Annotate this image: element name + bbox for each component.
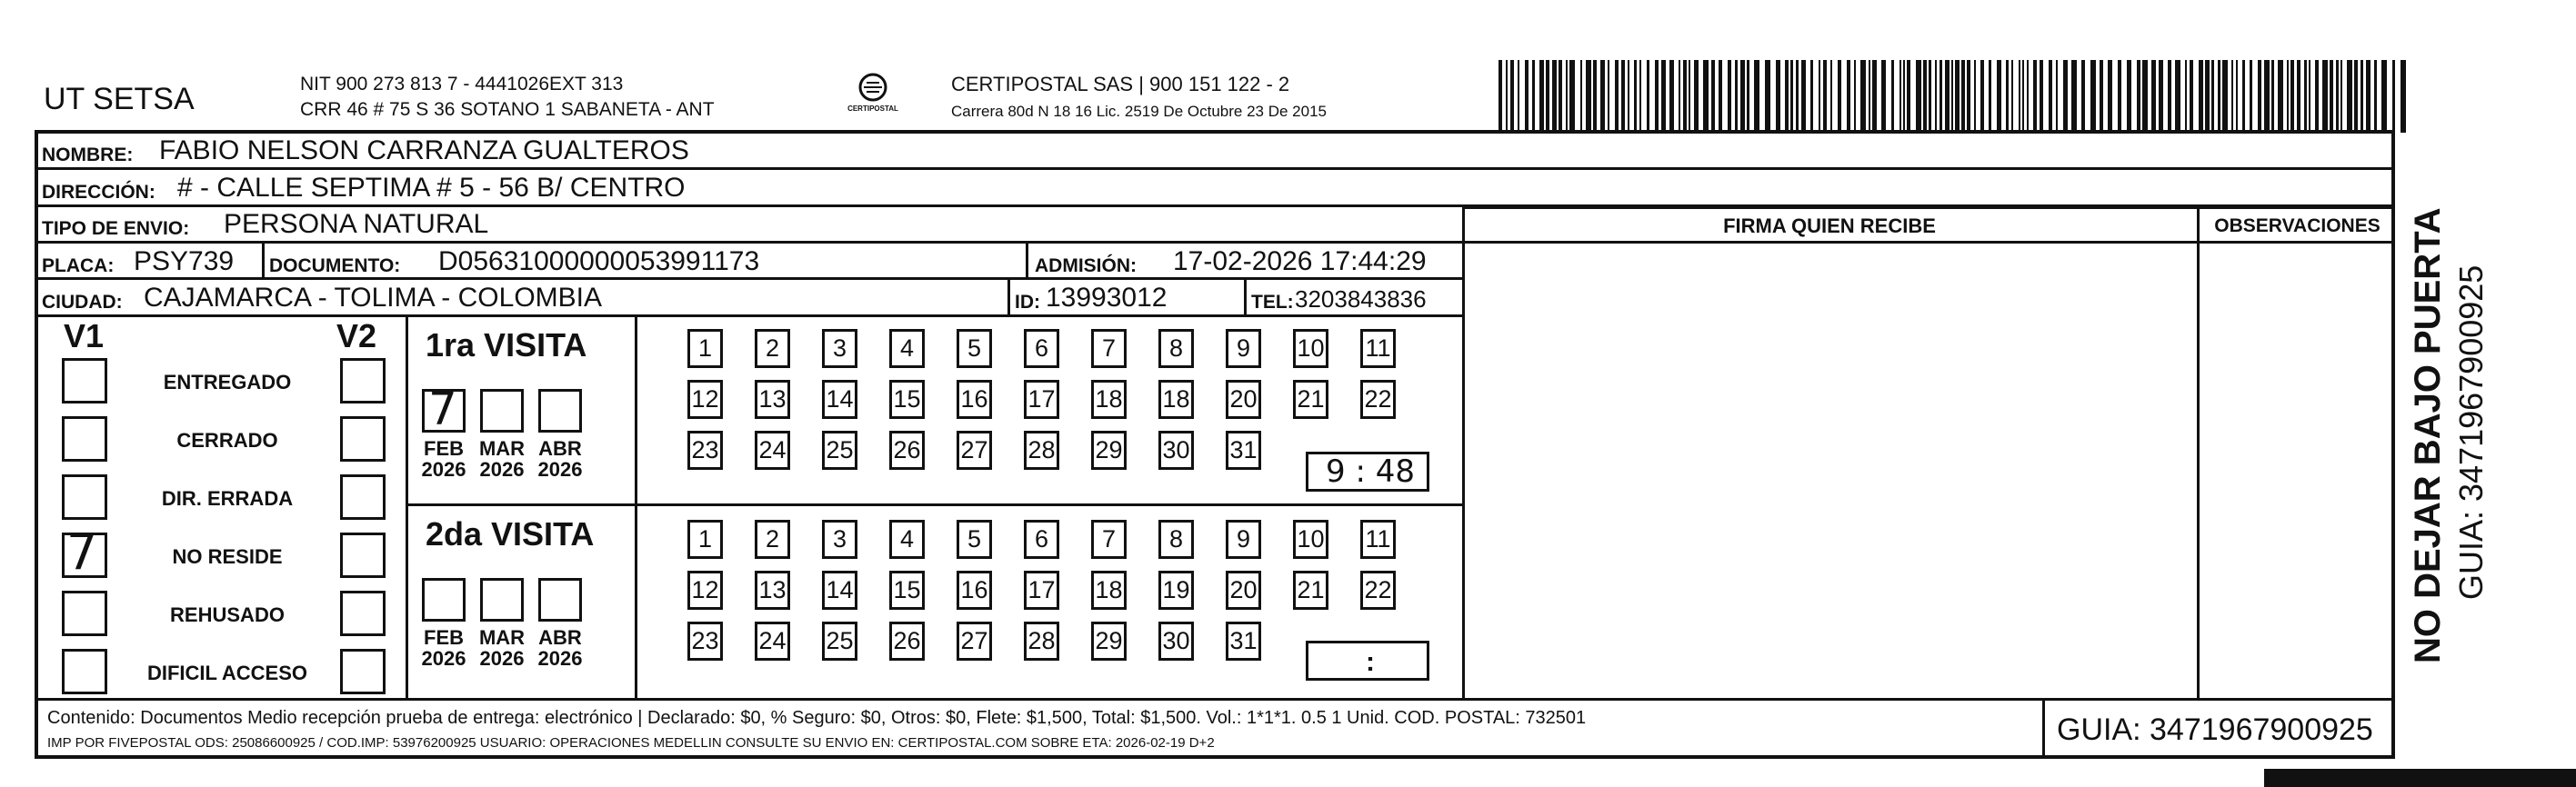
visit2-time-box[interactable] <box>1306 641 1429 681</box>
barcode-bar <box>1823 60 1827 133</box>
month-checkbox[interactable] <box>422 383 466 435</box>
v1-checkbox[interactable] <box>62 523 107 581</box>
barcode-bar <box>2033 60 2037 133</box>
day-box[interactable]: 10 <box>1293 520 1328 559</box>
day-box[interactable]: 4 <box>889 329 925 368</box>
barcode-bar <box>1518 60 1519 133</box>
barcode-bar <box>1628 60 1629 133</box>
barcode-bar <box>1552 60 1557 133</box>
barcode-bar <box>1923 60 1927 133</box>
firma-header: FIRMA QUIEN RECIBE <box>1723 214 1936 237</box>
nombre-value: FABIO NELSON CARRANZA GUALTEROS <box>159 135 689 165</box>
barcode-bar <box>2190 60 2193 133</box>
barcode-bar <box>1860 60 1866 133</box>
barcode-bar <box>1819 60 1820 133</box>
day-box[interactable]: 30 <box>1158 622 1194 661</box>
status-option-label: CERRADO <box>176 429 278 452</box>
barcode-bar <box>2374 60 2377 133</box>
barcode-bar <box>2231 60 2233 133</box>
day-box[interactable]: 23 <box>687 622 723 661</box>
barcode-bar <box>1916 60 1921 133</box>
v2-checkbox[interactable] <box>340 416 386 462</box>
barcode-bar <box>1790 60 1793 133</box>
barcode-bar <box>2360 60 2363 133</box>
barcode-bar <box>1869 60 1870 133</box>
barcode-bar <box>2090 60 2096 133</box>
barcode-bar <box>2297 60 2300 133</box>
direccion-value: # - CALLE SEPTIMA # 5 - 56 B/ CENTRO <box>177 173 686 203</box>
barcode-bar <box>1580 60 1582 133</box>
barcode-bar <box>1847 60 1850 133</box>
barcode-bar <box>2290 60 2294 133</box>
barcode-bar <box>1997 60 2001 133</box>
barcode-bar <box>1765 60 1770 133</box>
v1-header: V1 <box>64 317 105 354</box>
day-box[interactable]: 14 <box>822 571 857 610</box>
barcode-bar <box>2019 60 2020 133</box>
status-option-label: DIFICIL ACCESO <box>146 662 307 684</box>
carrier-name: CERTIPOSTAL SAS | 900 151 122 - 2 <box>951 73 1290 95</box>
barcode-bar <box>1735 60 1738 133</box>
barcode-bar <box>1967 60 1970 133</box>
barcode-bar <box>1955 60 1960 133</box>
barcode-bar <box>1838 60 1841 133</box>
tel-label: TEL: <box>1251 292 1294 313</box>
barcode-bar <box>1600 60 1605 133</box>
barcode-bar <box>2027 60 2029 133</box>
company-name: UT SETSA <box>44 82 195 116</box>
barcode-bar <box>1907 60 1910 133</box>
barcode-bar <box>1796 60 1799 133</box>
day-box[interactable]: 9 <box>1226 520 1261 559</box>
barcode-bar <box>1634 60 1637 133</box>
barcode-bar <box>1747 60 1749 133</box>
barcode-bar <box>2250 60 2252 133</box>
day-box[interactable]: 26 <box>889 431 925 470</box>
day-box[interactable]: 31 <box>1226 431 1261 470</box>
month-label: MAR 2026 <box>478 626 526 671</box>
barcode-bar <box>1830 60 1832 133</box>
barcode-bar <box>2056 60 2058 133</box>
v1-checkbox[interactable] <box>62 591 107 636</box>
month-checkbox[interactable] <box>422 578 466 622</box>
side-warning: NO DEJAR BAJO PUERTA <box>2408 207 2448 663</box>
barcode-bar <box>1891 60 1894 133</box>
barcode-bar <box>1703 60 1709 133</box>
v1-checkbox[interactable] <box>62 649 107 694</box>
visit1-title: 1ra VISITA <box>426 326 587 364</box>
barcode-bar <box>2199 60 2203 133</box>
tipo-envio-value: PERSONA NATURAL <box>224 209 489 239</box>
day-box[interactable]: 18 <box>1158 380 1194 419</box>
day-box[interactable]: 2 <box>755 520 790 559</box>
barcode-bar <box>1608 60 1609 133</box>
barcode-bar <box>1661 60 1666 133</box>
day-box[interactable]: 16 <box>957 380 992 419</box>
barcode-bar <box>2322 60 2328 133</box>
status-option-label: DIR. ERRADA <box>161 487 294 510</box>
barcode-bar <box>2142 60 2148 133</box>
barcode-bar <box>1951 60 1953 133</box>
barcode-bar <box>2151 60 2156 133</box>
barcode-bar <box>2137 60 2140 133</box>
barcode-bar <box>2168 60 2171 133</box>
v2-checkbox[interactable] <box>340 649 386 694</box>
day-box[interactable]: 17 <box>1024 380 1059 419</box>
v1-checkbox[interactable] <box>62 416 107 462</box>
day-box[interactable]: 4 <box>889 520 925 559</box>
barcode-bar <box>1655 60 1659 133</box>
documento-label: DOCUMENTO: <box>269 255 401 276</box>
day-box[interactable]: 25 <box>822 622 857 661</box>
day-box[interactable]: 12 <box>687 380 723 419</box>
barcode-bar <box>1940 60 1942 133</box>
barcode-bar <box>2278 60 2283 133</box>
barcode-bar <box>2185 60 2187 133</box>
placa-value: PSY739 <box>134 246 235 276</box>
day-box[interactable]: 2 <box>755 329 790 368</box>
barcode-bar <box>2108 60 2112 133</box>
barcode-bar <box>2006 60 2009 133</box>
barcode-bar <box>2040 60 2043 133</box>
barcode-bar <box>1566 60 1568 133</box>
barcode-bar <box>1711 60 1715 133</box>
nombre-label: NOMBRE: <box>42 144 134 165</box>
barcode-bar <box>2315 60 2319 133</box>
day-box[interactable]: 24 <box>755 431 790 470</box>
barcode-bar <box>2205 60 2210 133</box>
direccion-label: DIRECCIÓN: <box>42 182 155 203</box>
barcode-bar <box>2309 60 2310 133</box>
day-box[interactable]: 28 <box>1024 431 1059 470</box>
barcode-bar <box>2271 60 2274 133</box>
barcode-bar <box>2063 60 2068 133</box>
barcode-bar <box>1935 60 1937 133</box>
tel-value: 3203843836 <box>1295 285 1427 313</box>
barcode-bar <box>1525 60 1529 133</box>
barcode-bar <box>2022 60 2024 133</box>
day-box[interactable]: 6 <box>1024 329 1059 368</box>
barcode-bar <box>2071 60 2077 133</box>
barcode-bar <box>2330 60 2333 133</box>
day-box[interactable]: 20 <box>1226 571 1261 610</box>
footer-print-info: IMP POR FIVEPOSTAL ODS: 25086600925 / COD.IMP: 53976200925 USUARIO: OPERACIONES MEDELLIN CONSULTE SU ENVIO EN: CERTIPOSTAL.COM SOBRE ETA: 2026-02-19 D+2 <box>47 735 1215 751</box>
id-label: ID: <box>1015 292 1040 313</box>
v1-checkbox[interactable] <box>62 474 107 520</box>
barcode-bar <box>2127 60 2131 133</box>
barcode-bar <box>1506 60 1508 133</box>
barcode-bar <box>2347 60 2352 133</box>
barcode-bar <box>2401 60 2406 133</box>
day-box[interactable]: 13 <box>755 380 790 419</box>
day-box[interactable]: 3 <box>822 329 857 368</box>
day-box[interactable]: 23 <box>687 431 723 470</box>
barcode-bar <box>2242 60 2245 133</box>
day-box[interactable]: 27 <box>957 431 992 470</box>
carrier-license: Carrera 80d N 18 16 Lic. 2519 De Octubre 23 De 2015 <box>951 103 1327 120</box>
day-box[interactable]: 21 <box>1293 571 1328 610</box>
observaciones-header: OBSERVACIONES <box>2214 215 2381 236</box>
barcode-bar <box>2381 60 2387 133</box>
barcode-bar <box>1810 60 1813 133</box>
barcode-bar <box>1903 60 1905 133</box>
day-box[interactable]: 22 <box>1360 571 1396 610</box>
barcode-bar <box>2264 60 2270 133</box>
status-option-label: ENTREGADO <box>163 371 292 394</box>
barcode-bar <box>1974 60 1976 133</box>
day-box[interactable]: 30 <box>1158 431 1194 470</box>
barcode-bar <box>2011 60 2013 133</box>
month-label: ABR 2026 <box>537 437 583 482</box>
admision-value: 17-02-2026 17:44:29 <box>1173 246 1427 276</box>
barcode-bar <box>2100 60 2103 133</box>
barcode-bar <box>2366 60 2371 133</box>
barcode-bar <box>1683 60 1687 133</box>
day-box[interactable]: 8 <box>1158 520 1194 559</box>
barcode-bar <box>1539 60 1544 133</box>
day-box[interactable]: 11 <box>1360 520 1396 559</box>
certipostal-logo <box>837 71 909 116</box>
day-box[interactable]: 13 <box>755 571 790 610</box>
day-box[interactable]: 11 <box>1360 329 1396 368</box>
status-option-label: NO RESIDE <box>172 545 283 568</box>
footer-guia: GUIA: 3471967900925 <box>2057 712 2373 747</box>
barcode-bar <box>1899 60 1901 133</box>
day-box[interactable]: 28 <box>1024 622 1059 661</box>
day-box[interactable]: 9 <box>1226 329 1261 368</box>
barcode-bar <box>2118 60 2121 133</box>
barcode-bar <box>1669 60 1674 133</box>
day-box[interactable]: 29 <box>1091 431 1127 470</box>
company-address: CRR 46 # 75 S 36 SOTANO 1 SABANETA - ANT <box>300 99 715 120</box>
visit1-time-box[interactable] <box>1306 452 1429 492</box>
day-box[interactable]: 7 <box>1091 520 1127 559</box>
corner-mark <box>2264 769 2576 787</box>
visit1-time: 9 : 48 <box>1326 453 1415 490</box>
barcode-bar <box>1510 60 1514 133</box>
barcode-bar <box>2287 60 2289 133</box>
barcode-bar <box>1621 60 1625 133</box>
barcode-bar <box>1961 60 1965 133</box>
v2-checkbox[interactable] <box>340 358 386 403</box>
barcode-bar <box>1881 60 1886 133</box>
barcode-bar <box>2354 60 2358 133</box>
barcode-bar <box>2159 60 2163 133</box>
day-box[interactable]: 31 <box>1226 622 1261 661</box>
month-checkbox[interactable] <box>538 578 582 622</box>
barcode-bar <box>1776 60 1780 133</box>
barcode-bar <box>2081 60 2085 133</box>
month-check-mark: 7 <box>428 383 457 435</box>
barcode-bar <box>1872 60 1877 133</box>
barcode-bar <box>1945 60 1950 133</box>
day-box[interactable]: 19 <box>1158 571 1194 610</box>
month-checkbox[interactable] <box>538 389 582 433</box>
barcode-bar <box>2336 60 2339 133</box>
status-option-label: REHUSADO <box>170 603 285 626</box>
day-box[interactable]: 15 <box>889 571 925 610</box>
barcode-bar <box>1569 60 1575 133</box>
barcode-bar <box>2218 60 2220 133</box>
month-checkbox[interactable] <box>480 389 524 433</box>
id-value: 13993012 <box>1046 283 1168 313</box>
tipo-envio-label: TIPO DE ENVIO: <box>42 218 190 239</box>
v1-check-mark: 7 <box>66 523 98 581</box>
month-label: FEB 2026 <box>421 437 466 482</box>
day-box[interactable]: 26 <box>889 622 925 661</box>
day-box[interactable]: 25 <box>822 431 857 470</box>
barcode-bar <box>1639 60 1641 133</box>
day-box[interactable]: 3 <box>822 520 857 559</box>
month-label: MAR 2026 <box>478 437 526 482</box>
visit2-time: : <box>1366 647 1375 677</box>
footer-contents: Contenido: Documentos Medio recepción prueba de entrega: electrónico | Declarado: $0, % Seguro: $0, Otros: $0, Flete: $1,500, Total: $1,500. Vol.: 1*1*1. 0.5 1 Unid. COD. POSTAL: 732501 <box>47 708 1587 728</box>
day-box[interactable]: 8 <box>1158 329 1194 368</box>
ciudad-value: CAJAMARCA - TOLIMA - COLOMBIA <box>144 283 602 313</box>
barcode-bar <box>1586 60 1591 133</box>
barcode-bar <box>1719 60 1722 133</box>
barcode-bar <box>1532 60 1535 133</box>
barcode-bar <box>2236 60 2238 133</box>
ciudad-label: CIUDAD: <box>42 292 123 313</box>
v2-checkbox[interactable] <box>340 591 386 636</box>
barcode-bar <box>1647 60 1649 133</box>
barcode <box>1498 60 2417 133</box>
barcode-bar <box>1593 60 1597 133</box>
barcode-bar <box>2304 60 2307 133</box>
barcode-bar <box>1498 60 1502 133</box>
day-box[interactable]: 24 <box>755 622 790 661</box>
day-box[interactable]: 6 <box>1024 520 1059 559</box>
barcode-bar <box>1689 60 1690 133</box>
day-box[interactable]: 15 <box>889 380 925 419</box>
day-box[interactable]: 1 <box>687 520 723 559</box>
barcode-bar <box>1694 60 1699 133</box>
month-checkbox[interactable] <box>480 578 524 622</box>
barcode-bar <box>1785 60 1789 133</box>
logo-text: CERTIPOSTAL <box>847 105 898 113</box>
barcode-bar <box>1929 60 1931 133</box>
v2-header: V2 <box>336 317 377 354</box>
v2-checkbox[interactable] <box>340 474 386 520</box>
day-box[interactable]: 10 <box>1293 329 1328 368</box>
barcode-bar <box>1801 60 1806 133</box>
v2-checkbox[interactable] <box>340 533 386 578</box>
barcode-bar <box>1989 60 1991 133</box>
side-guia: GUIA: 3471967900925 <box>2452 264 2490 600</box>
day-box[interactable]: 22 <box>1360 380 1396 419</box>
barcode-bar <box>2392 60 2395 133</box>
barcode-bar <box>2175 60 2180 133</box>
barcode-bar <box>1679 60 1680 133</box>
barcode-bar <box>1559 60 1562 133</box>
day-box[interactable]: 17 <box>1024 571 1059 610</box>
barcode-bar <box>1615 60 1619 133</box>
barcode-bar <box>1854 60 1856 133</box>
barcode-bar <box>1728 60 1731 133</box>
company-nit: NIT 900 273 813 7 - 4441026EXT 313 <box>300 74 624 95</box>
documento-value: D05631000000053991173 <box>438 246 760 276</box>
admision-label: ADMISIÓN: <box>1035 255 1137 276</box>
barcode-bar <box>2340 60 2342 133</box>
day-box[interactable]: 18 <box>1091 380 1127 419</box>
day-box[interactable]: 7 <box>1091 329 1127 368</box>
placa-label: PLACA: <box>42 255 115 276</box>
barcode-bar <box>2222 60 2228 133</box>
day-box[interactable]: 12 <box>687 571 723 610</box>
day-box[interactable]: 29 <box>1091 622 1127 661</box>
month-label: FEB 2026 <box>421 626 466 671</box>
barcode-bar <box>2049 60 2052 133</box>
day-box[interactable]: 5 <box>957 520 992 559</box>
barcode-bar <box>2211 60 2214 133</box>
barcode-bar <box>1980 60 1984 133</box>
day-box[interactable]: 14 <box>822 380 857 419</box>
day-box[interactable]: 1 <box>687 329 723 368</box>
visit2-title: 2da VISITA <box>426 515 595 553</box>
day-box[interactable]: 16 <box>957 571 992 610</box>
v1-checkbox[interactable] <box>62 358 107 403</box>
month-label: ABR 2026 <box>537 626 583 671</box>
day-box[interactable]: 5 <box>957 329 992 368</box>
barcode-bar <box>1740 60 1745 133</box>
barcode-bar <box>2258 60 2261 133</box>
day-box[interactable]: 20 <box>1226 380 1261 419</box>
day-box[interactable]: 27 <box>957 622 992 661</box>
barcode-bar <box>1754 60 1759 133</box>
day-box[interactable]: 18 <box>1091 571 1127 610</box>
day-box[interactable]: 21 <box>1293 380 1328 419</box>
barcode-bar <box>1546 60 1549 133</box>
